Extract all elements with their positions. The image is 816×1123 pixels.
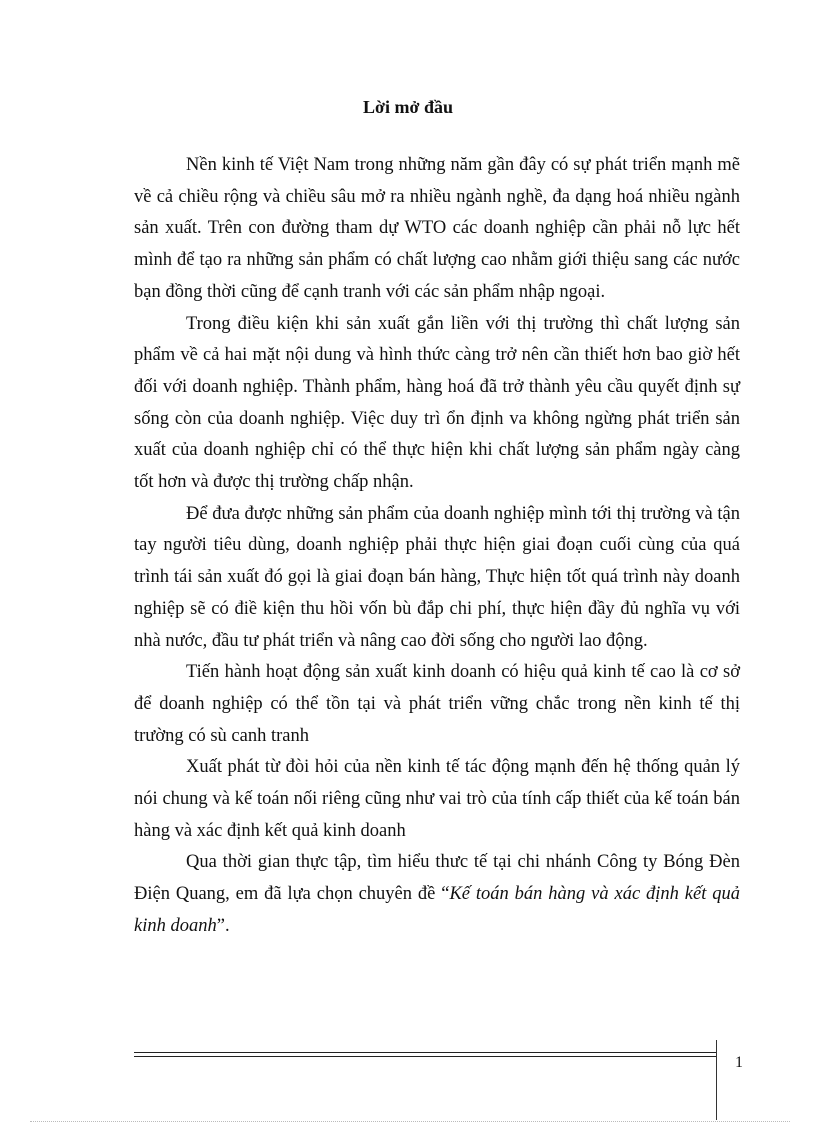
paragraph: Trong điều kiện khi sản xuất gắn liền với thị trường thì chất lượng sản phẩm về cả hai mặt nội dung và hình thức càng trở nên cần thiết hơn bao giờ hết đối với doanh nghiệp. Thành phẩm, hàng hoá đã trở thành yêu cầu quyết định sự sống còn của doanh nghiệp. Việc duy trì ổn định va không ngừng phát triển sản xuất của doanh nghiệp chỉ có thể thực hiện khi chất lượng sản phẩm ngày càng tốt hơn và được thị trường chấp nhận. (134, 313, 740, 493)
paragraph-text-end: ”. (216, 915, 230, 936)
page-title: Lời mở đầu (363, 97, 453, 117)
paragraph-text: Qua thời gian thực tập, tìm hiểu thưc tế tại chi nhánh Công ty Bóng Đèn Điện Quang, em đã lựa chọn chuyên đề “ (134, 852, 740, 905)
footer-rule (134, 1052, 716, 1057)
paragraph-last (134, 847, 740, 942)
paragraph: Tiến hành hoạt động sản xuất kinh doanh có hiệu quả kinh tế cao là cơ sở để doanh nghiệp có thể tồn tại và phát triển vững chắc trong nền kinh tế thị trường có sù canh tranh (134, 662, 740, 746)
footer-divider (716, 1040, 717, 1120)
page-number: 1 (735, 1054, 743, 1071)
paragraph: Nền kinh tế Việt Nam trong những năm gần đây có sự phát triển mạnh mẽ về cả chiều rộng và chiều sâu mở ra nhiều ngành nghề, đa dạng hoá nhiều ngành sản xuất. Trên con đường tham dự WTO các doanh nghiệp cần phải nỗ lực hết mình để tạo ra những sản phẩm có chất lượng cao nhằm giới thiệu sang các nước bạn đồng thời cũng để cạnh tranh với các sản phẩm nhập ngoại. (134, 155, 740, 302)
paragraph: Xuất phát từ đòi hỏi của nền kinh tế tác động mạnh đến hệ thống quản lý nói chung và kế toán nối riêng cũng như vai trò của tính cấp thiết của kế toán bán hàng và xác định kết quả kinh doanh (134, 757, 740, 841)
topic-title: Kế toán bán hàng và xác định kết quả kinh doanh (134, 884, 740, 936)
body-text (134, 150, 740, 943)
paragraph: Để đưa được những sản phẩm của doanh nghiệp mình tới thị trường và tận tay người tiêu dùng, doanh nghiệp phải thực hiện giai đoạn cuối cùng của quá trình tái sản xuất đó gọi là giai đoạn bán hàng, Thực hiện tốt quá trình này doanh nghiệp sẽ có điề kiện thu hồi vốn bù đắp chi phí, thực hiện đầy đủ nghĩa vụ với nhà nước, đầu tư phát triển và nâng cao đời sống cho người lao động. (134, 503, 740, 651)
page-edge (30, 1121, 790, 1122)
